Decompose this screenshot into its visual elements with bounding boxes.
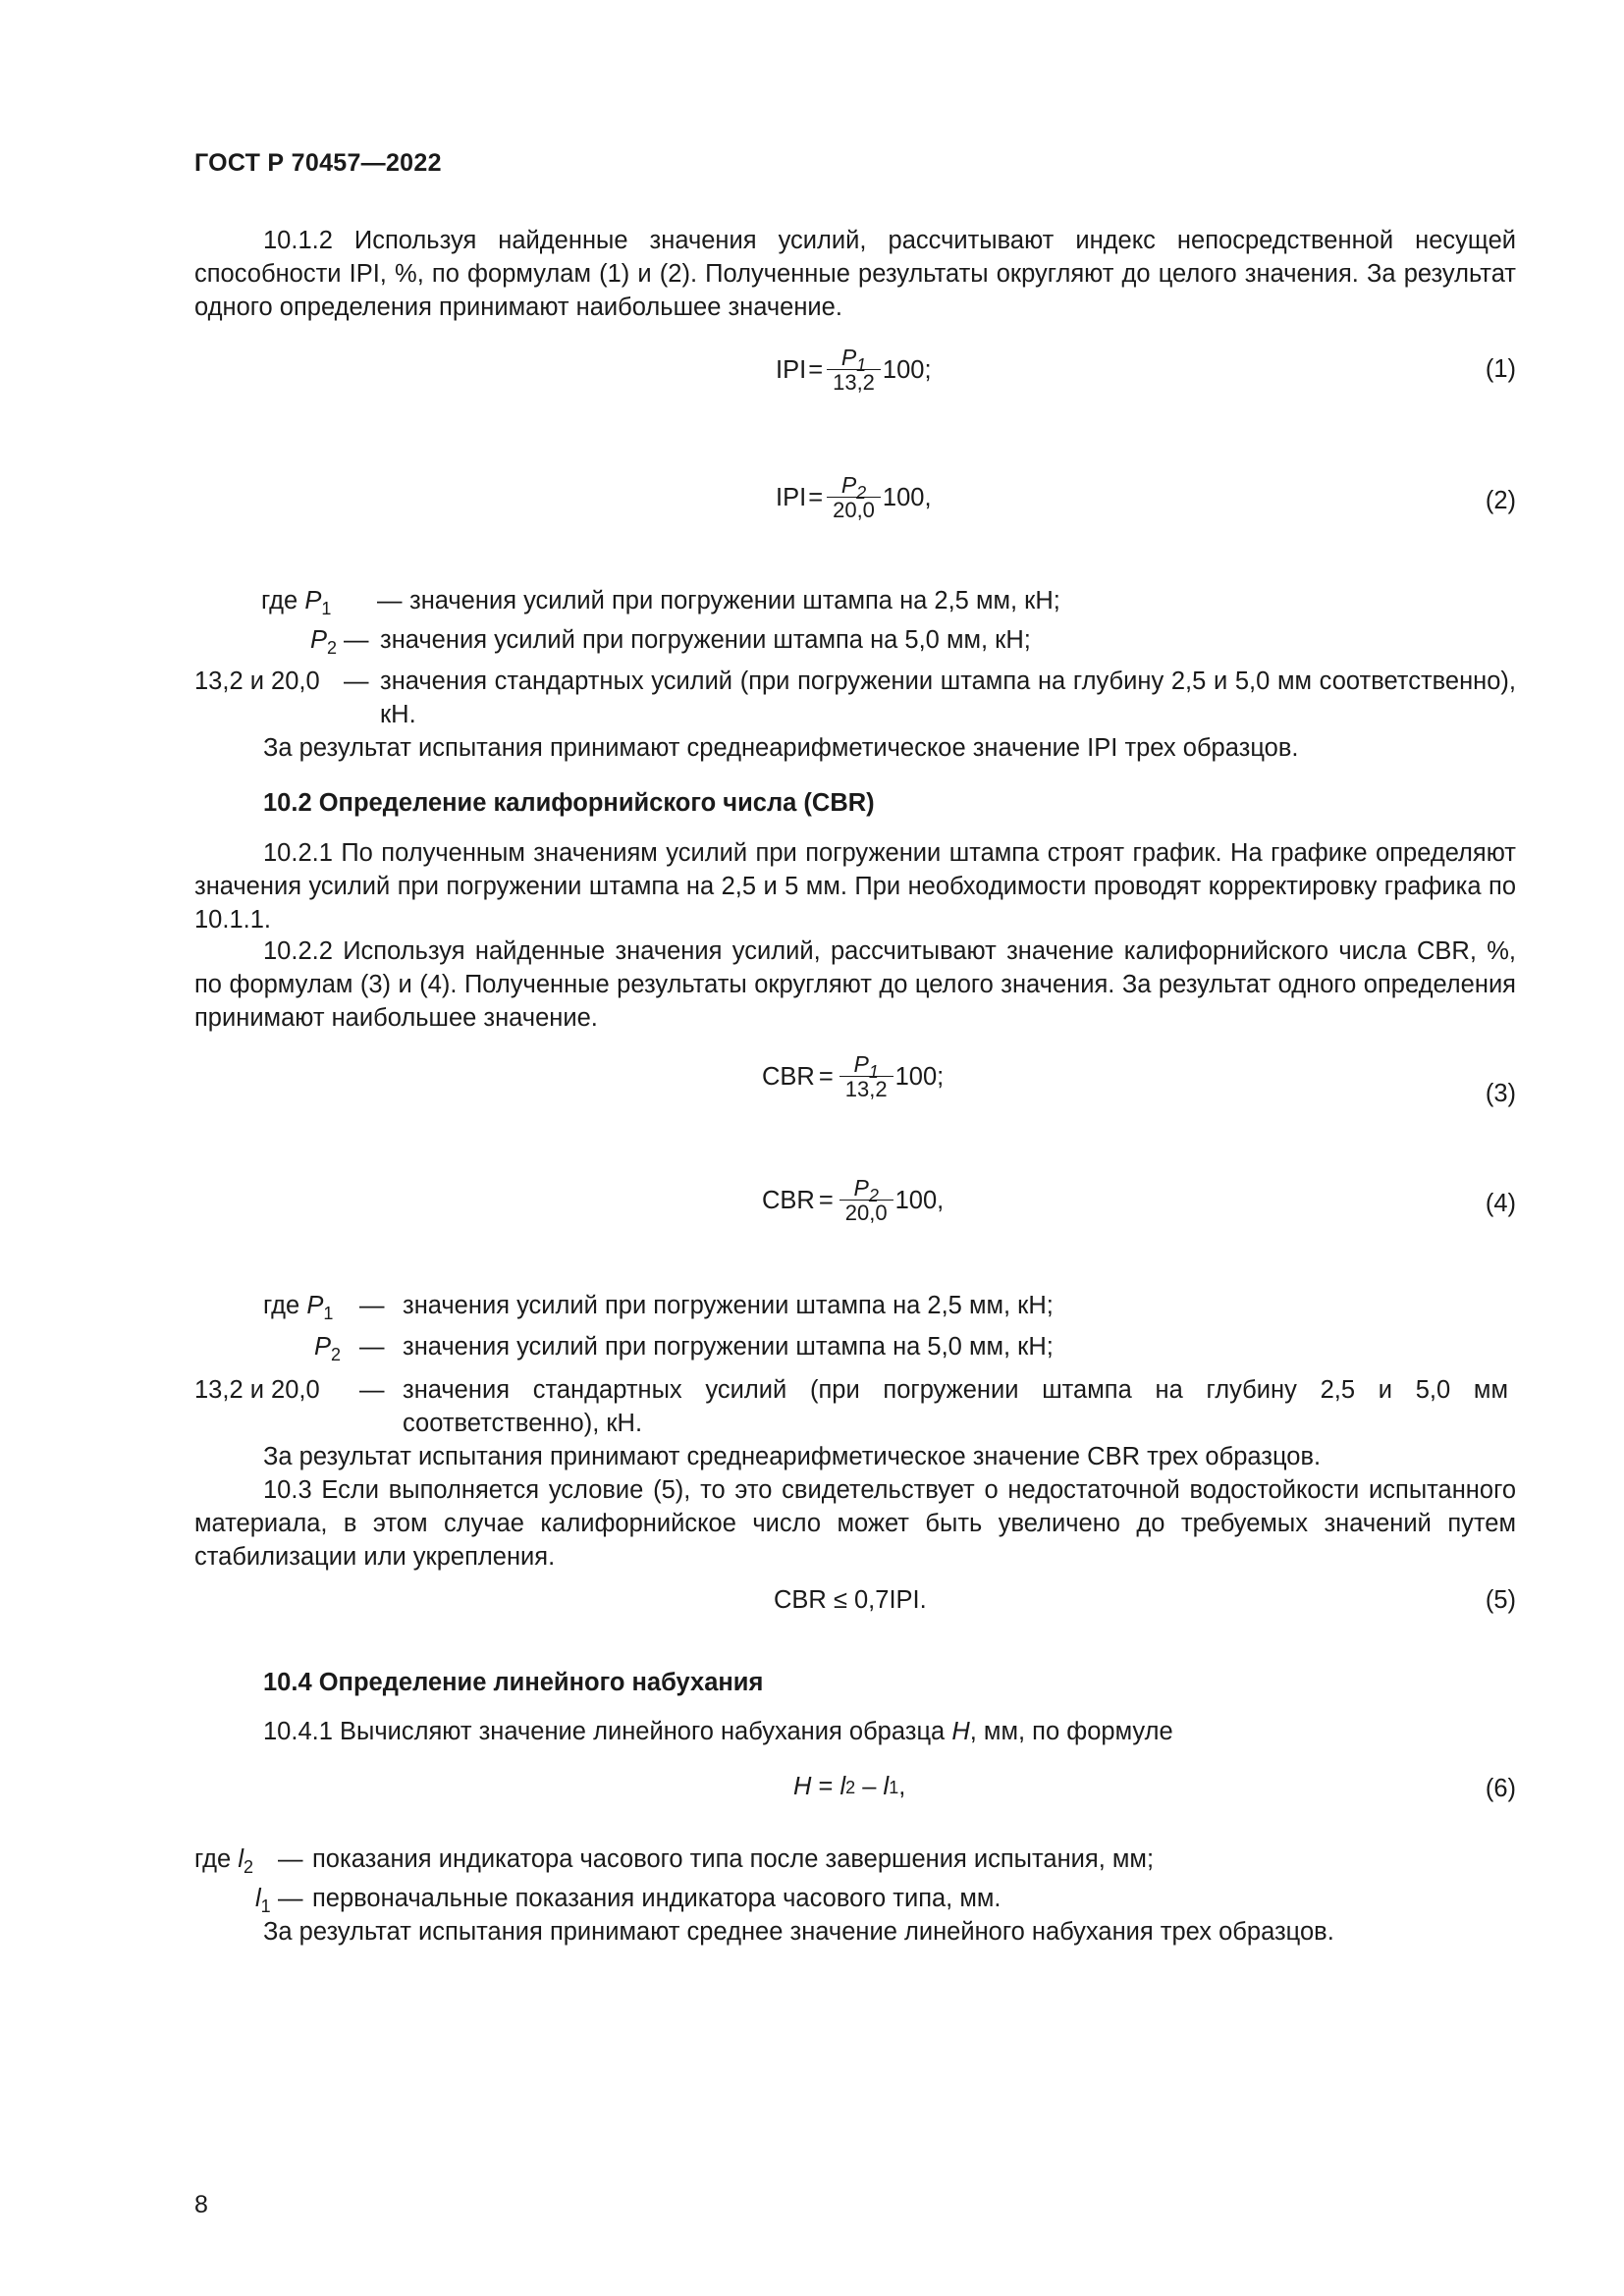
where1-gde: где	[261, 587, 298, 614]
formula-4-fraction	[839, 1176, 893, 1226]
where2-p2-label	[314, 1330, 341, 1363]
paragraph-10-2-2: 10.2.2 Используя найденные значения усилий, рассчитывают значение калифорнийского числа CBR, %, по формулам (3) и (4). Полученные результаты округляют до целого значения. За результат одного определения принимают наибольшее значение.	[194, 937, 1516, 1032]
paragraph-10-4-1	[263, 1715, 1173, 1748]
formula-2-eq: =	[808, 484, 824, 511]
formula-6-number: (6)	[1485, 1775, 1516, 1802]
formula-2-num-sub: 2	[856, 483, 867, 503]
formula-4-num-var: P	[853, 1175, 869, 1201]
formula-3-den: 13,2	[839, 1076, 893, 1102]
where2-p1-dash: —	[359, 1292, 385, 1319]
where1-p2-desc	[380, 623, 1516, 657]
where1-p2-desc-text: значения усилий при погружении штампа на 5,0 мм, кН;	[380, 626, 1031, 654]
paragraph-10-2-1: 10.2.1 По полученным значениям усилий при погружении штампа строят график. На графике определяют значения усилий при погружении штампа на 2,5 и 5 мм. При необходимости проводят корректировку графика по 10.1.1.	[194, 839, 1516, 934]
where3-result: За результат испытания принимают среднее значение линейного набухания трех образцов.	[263, 1918, 1334, 1946]
where3-l2-dash: —	[278, 1845, 303, 1873]
where2-p2-desc: значения усилий при погружении штампа на 5,0 мм, кН;	[403, 1333, 1054, 1361]
formula-4-lhs: CBR	[762, 1187, 815, 1214]
formula-6-b-var: l	[883, 1773, 890, 1800]
formula-3-number: (3)	[1485, 1080, 1516, 1107]
formula-4-eq: =	[818, 1187, 834, 1214]
where1-std-dash: —	[344, 667, 369, 695]
formula-4-den: 20,0	[839, 1200, 893, 1226]
where3-l1-label	[255, 1882, 271, 1915]
where1-p2-sub: 2	[327, 638, 338, 658]
where3-l2-var: l	[238, 1845, 244, 1873]
where3-gde: где	[194, 1845, 232, 1873]
formula-1-num-sub: 1	[856, 355, 867, 375]
formula-2-lhs: IPI	[776, 484, 807, 511]
where1-std-label: 13,2 и 20,0	[194, 667, 320, 695]
where2-result: За результат испытания принимают среднеарифметическое значение CBR трех образцов.	[263, 1443, 1322, 1470]
where1-p2-label	[310, 623, 337, 657]
formula-3-num-var: P	[853, 1051, 869, 1077]
formula-1-den: 13,2	[827, 369, 881, 396]
page-number: 8	[194, 2191, 208, 2218]
formula-6-lhs: H	[793, 1773, 812, 1800]
paragraph-10-4-1-suffix: , мм, по формуле	[969, 1718, 1173, 1745]
formula-5-number: (5)	[1485, 1586, 1516, 1614]
formula-6-end: ,	[898, 1773, 906, 1800]
where2-std-label: 13,2 и 20,0	[194, 1376, 320, 1404]
formula-2-number: (2)	[1485, 487, 1516, 514]
where1-p1-desc-text: значения усилий при погружении штампа на 2,5 мм, кН;	[409, 587, 1060, 614]
formula-4-num-sub: 2	[868, 1186, 879, 1205]
formula-2-rhs: 100,	[882, 484, 932, 511]
where1-p2-var: P	[310, 626, 328, 654]
where2-p1-var: P	[306, 1292, 324, 1319]
where3-l1-desc: первоначальные показания индикатора часового типа, мм.	[312, 1885, 1001, 1912]
section-10-4-title: 10.4 Определение линейного набухания	[263, 1669, 764, 1696]
paragraph-10-1-2: 10.1.2 Используя найденные значения усилий, рассчитывают индекс непосредственной несущей способности IPI, %, по формулам (1) и (2). Полученные результаты округляют до целого значения. За результат одного определения принимают наибольшее значение.	[194, 227, 1516, 321]
where2-p1-desc: значения усилий при погружении штампа на 2,5 мм, кН;	[403, 1292, 1054, 1319]
formula-1-lhs: IPI	[776, 356, 807, 384]
where2-p2-var: P	[314, 1333, 332, 1361]
formula-3-rhs: 100;	[894, 1063, 945, 1091]
formula-2-fraction	[827, 473, 881, 523]
where1-p1-desc	[380, 584, 1516, 617]
formula-3-lhs: CBR	[762, 1063, 815, 1091]
formula-2-den: 20,0	[827, 497, 881, 523]
where2-p1-label	[263, 1289, 333, 1322]
where3-l2-desc: показания индикатора часового типа после завершения испытания, мм;	[312, 1845, 1155, 1873]
where1-p2-dash: —	[344, 626, 369, 654]
where2-p2-dash: —	[359, 1333, 385, 1361]
formula-3-fraction	[839, 1052, 893, 1102]
formula-6-eq: =	[811, 1773, 840, 1800]
paragraph-10-4-1-var: H	[951, 1718, 970, 1745]
document-header: ГОСТ Р 70457—2022	[194, 149, 442, 177]
formula-5: CBR ≤ 0,7IPI.	[774, 1586, 927, 1614]
where1-result: За результат испытания принимают среднеарифметическое значение IPI трех образцов.	[263, 734, 1299, 762]
formula-4	[762, 1176, 944, 1226]
formula-1-eq: =	[808, 356, 824, 384]
where3-l2-sub: 2	[243, 1857, 253, 1877]
where2-p2-sub: 2	[331, 1345, 342, 1364]
where2-p1-sub: 1	[323, 1304, 334, 1323]
paragraph-10-3: 10.3 Если выполняется условие (5), то это свидетельствует о недостаточной водостойкости испытанного материала, в этом случае калифорнийское число может быть увеличено до требуемых значений путем стабилизации или укрепления.	[194, 1476, 1516, 1571]
where3-l1-var: l	[255, 1885, 261, 1912]
where3-l2-label	[194, 1842, 253, 1876]
formula-3-eq: =	[818, 1063, 834, 1091]
formula-1-fraction	[827, 346, 881, 396]
where1-p1-label	[261, 584, 331, 617]
formula-1	[776, 346, 932, 396]
formula-4-number: (4)	[1485, 1190, 1516, 1217]
where3-l1-sub: 1	[260, 1896, 271, 1916]
formula-1-rhs: 100;	[882, 356, 932, 384]
formula-3	[762, 1052, 944, 1102]
formula-6-a-var: l	[839, 1773, 846, 1800]
where1-p1-sub: 1	[321, 599, 332, 618]
formula-2-num-var: P	[840, 472, 857, 498]
where1-p1-dash: —	[377, 587, 403, 614]
paragraph-10-4-1-prefix: 10.4.1 Вычисляют значение линейного набухания образца	[263, 1718, 946, 1745]
formula-2	[776, 473, 932, 523]
formula-1-number: (1)	[1485, 355, 1516, 383]
where1-p1-var: P	[304, 587, 322, 614]
formula-3-num-sub: 1	[868, 1062, 879, 1082]
section-10-2-title: 10.2 Определение калифорнийского числа (CBR)	[263, 789, 875, 817]
where2-gde: где	[263, 1292, 300, 1319]
where2-std-dash: —	[359, 1376, 385, 1404]
where3-l1-dash: —	[278, 1885, 303, 1912]
formula-1-num-var: P	[840, 345, 857, 370]
where1-std-desc: значения стандартных усилий (при погружении штампа на глубину 2,5 и 5,0 мм соответственно), кН.	[380, 667, 1516, 728]
formula-6-minus: –	[855, 1773, 884, 1800]
formula-4-rhs: 100,	[894, 1187, 945, 1214]
formula-6: H = l 2 – l 1 ,	[793, 1773, 906, 1800]
where2-std-desc: значения стандартных усилий (при погружении штампа на глубину 2,5 и 5,0 мм соответственно), кН.	[403, 1376, 1508, 1437]
